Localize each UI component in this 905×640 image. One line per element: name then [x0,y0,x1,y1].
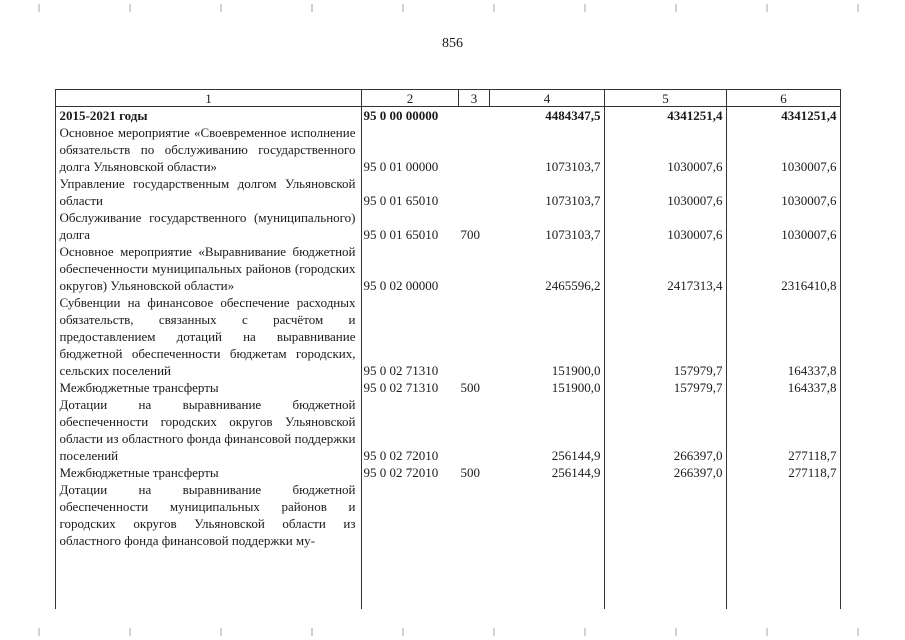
row-expense-type [459,175,490,209]
header-col-6: 6 [727,90,841,107]
row-value-col6: 2316410,8 [781,278,837,293]
header-col-5: 5 [605,90,727,107]
row-value-col4: 2465596,2 [545,278,601,293]
row-value-col6: 277118,7 [788,465,837,480]
row-value-col6: 1030007,6 [781,227,837,242]
table-row [56,481,841,549]
row-name: Субвенции на финансовое обеспечение расходных обязательств, связанных с расчётом и предоставлением дотаций на выравнивание бюджетной обеспеченности бюджетам городских, сельских поселений [59,295,356,378]
row-value-col4: 1073103,7 [545,227,601,242]
scan-artifact-top [0,4,905,12]
page-number: 856 [442,36,463,51]
row-code: 95 0 02 00000 [363,278,439,293]
row-expense-type [459,294,490,379]
header-col-3: 3 [459,90,490,107]
row-value-col4: 151900,0 [551,380,601,395]
row-value-col4 [490,481,605,549]
table-row [56,175,841,209]
table-row [56,243,841,294]
row-value-col5: 157979,7 [673,380,723,395]
row-value-col6: 1030007,6 [781,193,837,208]
table-row [56,107,841,125]
row-value-col6: 1030007,6 [781,159,837,174]
scan-artifact-bottom [0,628,905,636]
column-rule [55,89,56,609]
row-expense-type [459,396,490,464]
row-value-col6: 277118,7 [788,448,837,463]
header-col-1: 1 [56,90,362,107]
row-value-col5: 4341251,4 [667,108,723,123]
row-value-col4: 1073103,7 [545,159,601,174]
row-value-col4: 4484347,5 [545,108,601,123]
row-code: 95 0 01 65010 [363,227,439,242]
row-name: Дотации на выравнивание бюджетной обеспеченности муниципальных районов и городских округов Ульяновской области из областного фонда финансовой поддержки му- [59,482,356,548]
row-name: Межбюджетные трансферты [59,380,219,395]
row-value-col5: 1030007,6 [667,227,723,242]
table-row [56,464,841,481]
row-value-col5: 1030007,6 [667,193,723,208]
row-value-col4: 256144,9 [551,448,601,463]
column-rule [726,89,727,609]
row-value-col5: 157979,7 [673,363,723,378]
table-header-row [56,90,841,107]
row-value-col6 [727,481,841,549]
row-expense-type: 500 [460,380,480,395]
row-expense-type: 700 [460,227,480,242]
row-value-col4: 1073103,7 [545,193,601,208]
row-value-col4: 256144,9 [551,465,601,480]
row-expense-type: 500 [460,465,480,480]
column-rule [361,89,362,609]
row-code: 95 0 02 71310 [363,380,439,395]
row-value-col6: 164337,8 [787,363,837,378]
table-row [56,124,841,175]
row-name: Управление государственным долгом Ульяновской области [59,176,356,208]
table-row [56,209,841,243]
table-row [56,396,841,464]
row-code: 95 0 01 65010 [363,193,439,208]
column-rule [604,89,605,609]
row-code: 95 0 02 71310 [363,363,439,378]
header-col-4: 4 [490,90,605,107]
row-value-col6: 164337,8 [787,380,837,395]
row-value-col5: 266397,0 [673,448,723,463]
row-expense-type [459,243,490,294]
row-name: Обслуживание государственного (муниципального) долга [59,210,356,242]
row-name: Основное мероприятие «Выравнивание бюджетной обеспеченности муниципальных районов (городских округов) Ульяновской области» [59,244,356,293]
row-name: Основное мероприятие «Своевременное исполнение обязательств по обслуживанию государственного долга Ульяновской области» [59,125,356,174]
table-row [56,294,841,379]
row-value-col5 [605,481,727,549]
row-name: 2015-2021 годы [59,108,148,123]
header-col-2: 2 [362,90,459,107]
table-body [56,107,841,550]
budget-table [55,89,841,549]
row-value-col5: 1030007,6 [667,159,723,174]
row-code: 95 0 01 00000 [363,159,439,174]
row-code [362,481,459,549]
row-expense-type [459,124,490,175]
row-code: 95 0 02 72010 [363,465,439,480]
table-row [56,379,841,396]
row-value-col5: 2417313,4 [667,278,723,293]
row-code: 95 0 00 00000 [363,108,439,123]
row-name: Межбюджетные трансферты [59,465,219,480]
column-rule [840,89,841,609]
row-value-col6: 4341251,4 [781,108,837,123]
row-expense-type [459,107,490,125]
row-name: Дотации на выравнивание бюджетной обеспеченности городских округов Ульяновской области из областного фонда финансовой поддержки поселений [59,397,356,463]
row-value-col5: 266397,0 [673,465,723,480]
row-code: 95 0 02 72010 [363,448,439,463]
row-value-col4: 151900,0 [551,363,601,378]
row-expense-type [459,481,490,549]
